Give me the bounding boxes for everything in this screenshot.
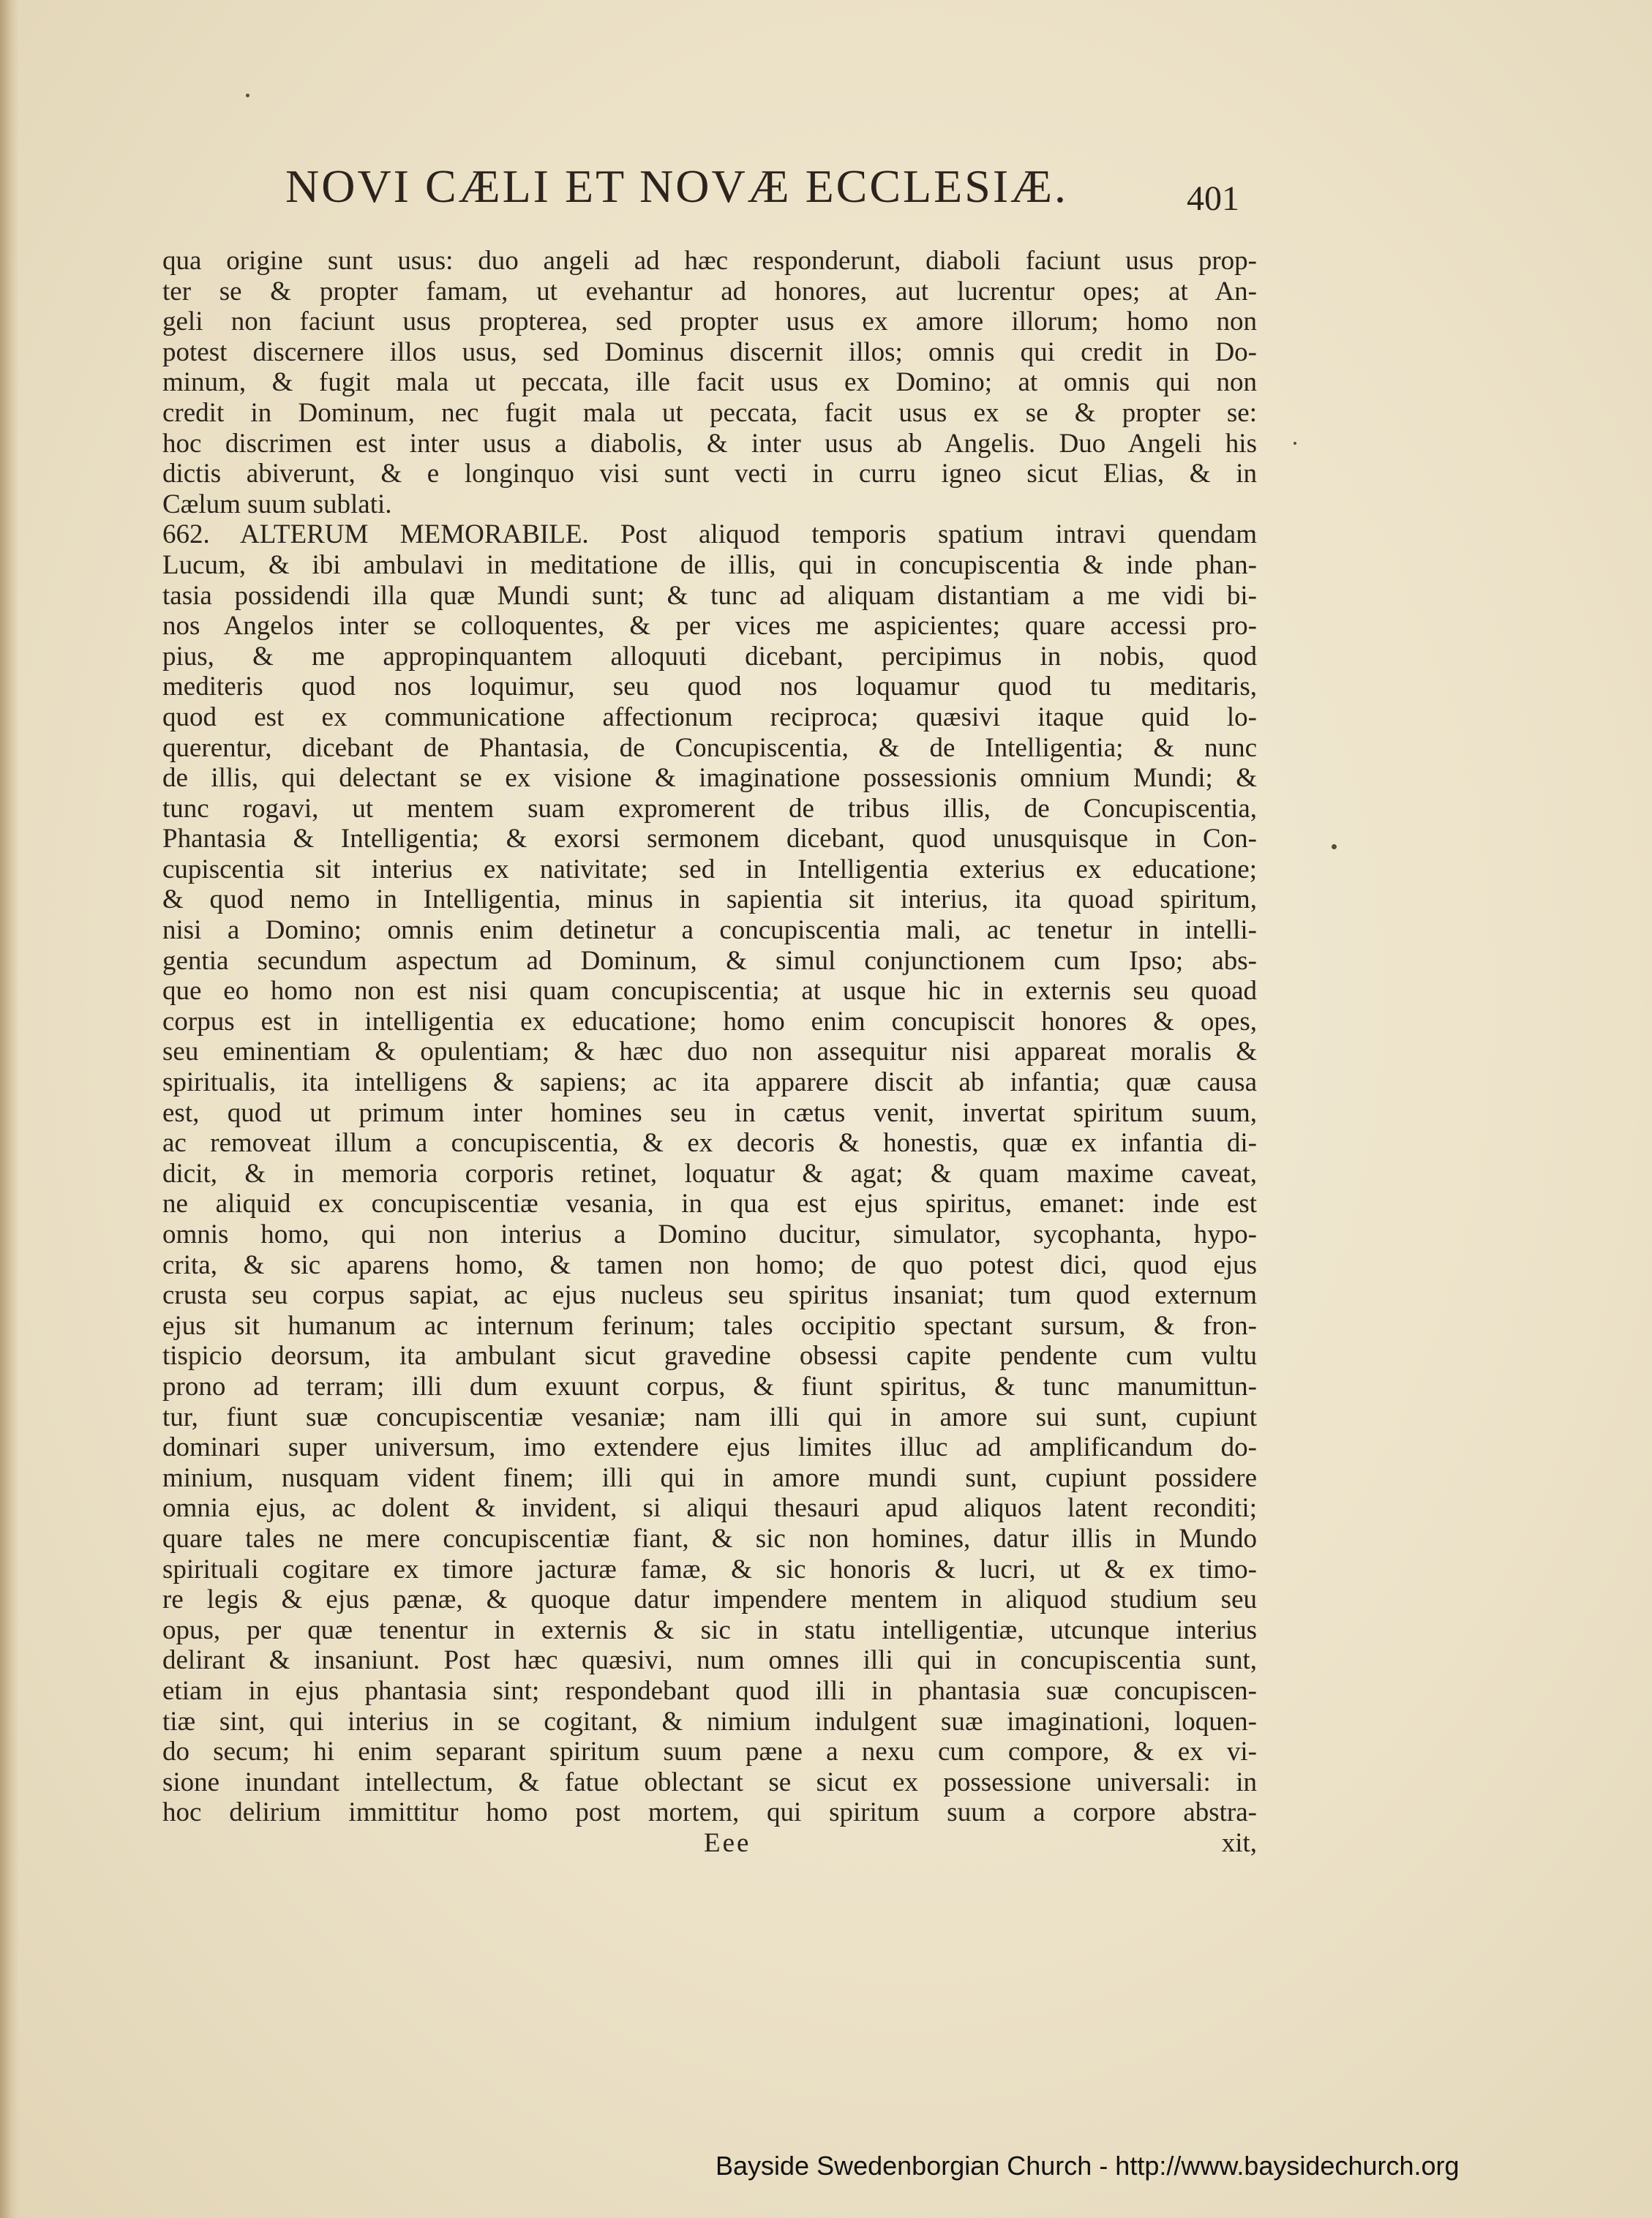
text-line: mediteris quod nos loquimur, seu quod nos loquamur quod tu meditaris, — [162, 672, 1257, 702]
text-line: dominari super universum, imo extendere ejus limites illuc ad amplificandum do- — [162, 1432, 1257, 1463]
text-line: re legis & ejus pænæ, & quoque datur impendere mentem in aliquod studium seu — [162, 1584, 1257, 1615]
catchword: xit, — [1221, 1828, 1257, 1858]
body-text — [162, 246, 1257, 1858]
paper-speck — [1294, 442, 1296, 445]
text-line: spirituali cogitare ex timore jacturæ famæ, & sic honoris & lucri, ut & ex timo- — [162, 1554, 1257, 1584]
text-line: & quod nemo in Intelligentia, minus in sapientia sit interius, ita quoad spiritum, — [162, 884, 1257, 915]
text-line: querentur, dicebant de Phantasia, de Concupiscentia, & de Intelligentia; & nunc — [162, 732, 1257, 763]
text-line: Cælum suum sublati. — [162, 489, 392, 519]
text-line: spiritualis, ita intelligens & sapiens; ac ita apparere discit ab infantia; quæ causa — [162, 1067, 1257, 1098]
text-line: seu eminentiam & opulentiam; & hæc duo non assequitur nisi appareat moralis & — [162, 1037, 1257, 1067]
text-line: prono ad terram; illi dum exuunt corpus, & fiunt spiritus, & tunc manumittun- — [162, 1371, 1257, 1402]
text-line: omnia ejus, ac dolent & invident, si aliqui thesauri apud aliquos latent reconditi; — [162, 1493, 1257, 1524]
text-line: hoc discrimen est inter usus a diabolis, & inter usus ab Angelis. Duo Angeli his — [162, 428, 1257, 459]
text-line: tunc rogavi, ut mentem suam expromerent de tribus illis, de Concupiscentia, — [162, 793, 1257, 824]
text-line: etiam in ejus phantasia sint; respondebant quod illi in phantasia suæ concupiscen- — [162, 1675, 1257, 1706]
text-line: nisi a Domino; omnis enim detinetur a concupiscentia mali, ac tenetur in intelli- — [162, 915, 1257, 946]
text-line: sione inundant intellectum, & fatue oblectant se sicut ex possessione universali: in — [162, 1767, 1257, 1797]
text-line: cupiscentia sit interius ex nativitate; sed in Intelligentia exterius ex educatione; — [162, 854, 1257, 884]
watermark-link[interactable]: Bayside Swedenborgian Church - http://www.baysidechurch.org — [716, 2151, 1460, 2181]
text-line: hoc delirium immittitur homo post mortem, qui spiritum suum a corpore abstra- — [162, 1797, 1257, 1828]
text-line: potest discernere illos usus, sed Dominus discernit illos; omnis qui credit in Do- — [162, 337, 1257, 367]
text-line: de illis, qui delectant se ex visione & imaginatione possessionis omnium Mundi; & — [162, 763, 1257, 794]
paper-speck — [1332, 844, 1337, 849]
text-line: crusta seu corpus sapiat, ac ejus nucleus seu spiritus insaniat; tum quod externum — [162, 1280, 1257, 1311]
text-line: geli non faciunt usus propterea, sed propter usus ex amore illorum; homo non — [162, 307, 1257, 337]
text-line: gentia secundum aspectum ad Dominum, & simul conjunctionem cum Ipso; abs- — [162, 945, 1257, 976]
text-line: tasia possidendi illa quæ Mundi sunt; & tunc ad aliquam distantiam a me vidi bi- — [162, 580, 1257, 611]
page-number: 401 — [1187, 179, 1239, 218]
running-title: NOVI CÆLI ET NOVÆ ECCLESIÆ. — [285, 160, 1069, 212]
text-line: quare tales ne mere concupiscentiæ fiant, & sic non homines, datur illis in Mundo — [162, 1523, 1257, 1554]
paper-speck — [246, 94, 249, 97]
text-line: omnis homo, qui non interius a Domino ducitur, simulator, sycophanta, hypo- — [162, 1219, 1257, 1249]
text-line: do secum; hi enim separant spiritum suum pæne a nexu cum compore, & ex vi- — [162, 1737, 1257, 1767]
text-line: Lucum, & ibi ambulavi in meditatione de illis, qui in concupiscentia & inde phan- — [162, 549, 1257, 580]
text-line: tiæ sint, qui interius in se cogitant, & nimium indulgent suæ imaginationi, loquen- — [162, 1706, 1257, 1737]
text-line: tispicio deorsum, ita ambulant sicut gravedine obsessi capite pendente cum vultu — [162, 1341, 1257, 1372]
page-header — [278, 159, 1251, 225]
text-line: dicit, & in memoria corporis retinet, loquatur & agat; & quam maxime caveat, — [162, 1158, 1257, 1189]
text-line: credit in Dominum, nec fugit mala ut peccata, facit usus ex se & propter se: — [162, 397, 1257, 428]
text-line: ac removeat illum a concupiscentia, & ex decoris & honestis, quæ ex infantia di- — [162, 1128, 1257, 1159]
text-line: que eo homo non est nisi quam concupiscentia; at usque hic in externis seu quoad — [162, 976, 1257, 1007]
text-line: opus, per quæ tenentur in externis & sic in statu intelligentiæ, utcunque interius — [162, 1614, 1257, 1645]
text-line: ne aliquid ex concupiscentiæ vesania, in qua est ejus spiritus, emanet: inde est — [162, 1189, 1257, 1219]
signature-mark: Eee — [704, 1828, 751, 1858]
text-line: dictis abiverunt, & e longinquo visi sunt vecti in curru igneo sicut Elias, & in — [162, 459, 1257, 489]
text-line: delirant & insaniunt. Post hæc quæsivi, num omnes illi qui in concupiscentia sunt, — [162, 1645, 1257, 1676]
text-line: quod est ex communicatione affectionum reciproca; quæsivi itaque quid lo- — [162, 702, 1257, 732]
text-line: crita, & sic aparens homo, & tamen non homo; de quo potest dici, quod ejus — [162, 1249, 1257, 1280]
page-gutter-shadow — [0, 0, 19, 2218]
text-line: minum, & fugit mala ut peccata, ille facit usus ex Domino; at omnis qui non — [162, 367, 1257, 398]
text-line: corpus est in intelligentia ex educatione; homo enim concupiscit honores & opes, — [162, 1006, 1257, 1037]
text-line: minium, nusquam vident finem; illi qui in amore mundi sunt, cupiunt possidere — [162, 1462, 1257, 1493]
text-line: qua origine sunt usus: duo angeli ad hæc responderunt, diaboli faciunt usus prop- — [162, 246, 1257, 276]
text-line: nos Angelos inter se colloquentes, & per vices me aspicientes; quare accessi pro- — [162, 611, 1257, 642]
text-line: pius, & me appropinquantem alloquuti dicebant, percipimus in nobis, quod — [162, 641, 1257, 672]
text-line: 662. ALTERUM MEMORABILE. Post aliquod temporis spatium intravi quendam — [162, 519, 1257, 550]
text-line: Phantasia & Intelligentia; & exorsi sermonem dicebant, quod unusquisque in Con- — [162, 824, 1257, 854]
text-line: ejus sit humanum ac internum ferinum; tales occipitio spectant sursum, & fron- — [162, 1310, 1257, 1341]
text-line: ter se & propter famam, ut evehantur ad honores, aut lucrentur opes; at An- — [162, 276, 1257, 307]
page-footer — [162, 1827, 1257, 1864]
text-line: tur, fiunt suæ concupiscentiæ vesaniæ; nam illi qui in amore sui sunt, cupiunt — [162, 1402, 1257, 1432]
text-line: est, quod ut primum inter homines seu in cætus venit, invertat spiritum suum, — [162, 1097, 1257, 1128]
